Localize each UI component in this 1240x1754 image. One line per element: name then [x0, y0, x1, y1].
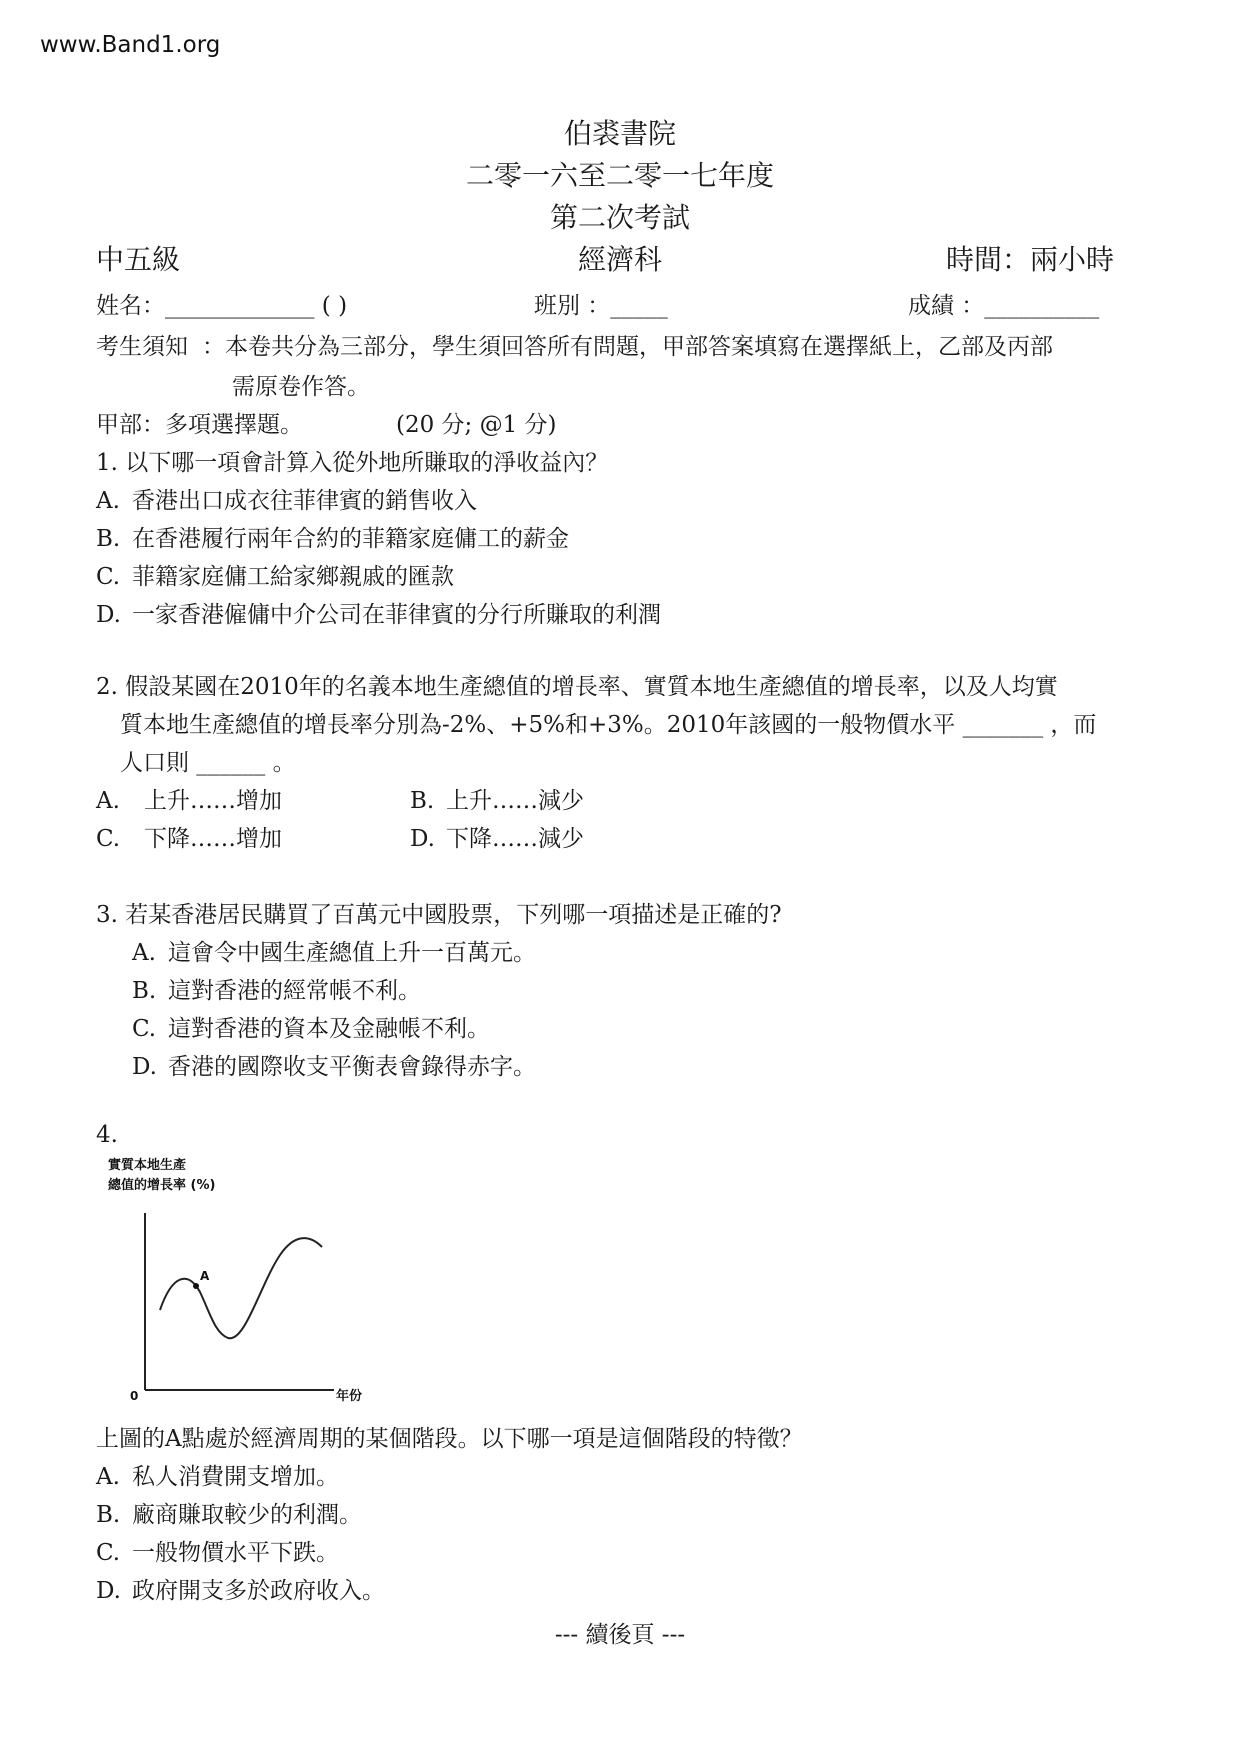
form-level: 中五級: [96, 243, 181, 276]
q4-number: 4.: [96, 1122, 118, 1148]
y-axis-label-line-2: 總值的增長率 (%): [108, 1178, 216, 1193]
option-text: 私人消費開支增加。: [132, 1464, 339, 1490]
score-field-label: 成績 ：__________: [908, 293, 1100, 319]
option-text: 在香港履行兩年合約的菲籍家庭傭工的薪金: [132, 526, 569, 552]
business-cycle-diagram: [100, 1155, 380, 1410]
q3-option-c: [132, 1010, 490, 1043]
school-name: 伯裘書院: [563, 117, 676, 150]
q4-option-a: [96, 1458, 339, 1491]
exam-duration: 時間：兩小時: [946, 243, 1115, 276]
q3-stem: 3. 若某香港居民購買了百萬元中國股票，下列哪一項描述是正確的?: [96, 902, 782, 928]
option-text: 上升……增加: [144, 788, 282, 814]
option-letter: B.: [132, 978, 157, 1004]
option-letter: A.: [96, 788, 120, 814]
option-letter: B.: [410, 788, 435, 814]
q2-option-c: [96, 820, 282, 853]
q2-stem-line-2: 質本地生產總值的增長率分別為-2%、+5%和+3%。2010年該國的一般物價水平 _______ ，而: [120, 712, 1097, 738]
point-a-label: A: [200, 1269, 210, 1283]
academic-year: 二零一六至二零一七年度: [465, 159, 774, 192]
option-letter: C.: [96, 564, 121, 590]
class-field-label: 班別 ：_____: [534, 293, 668, 319]
q2-option-a: [96, 782, 282, 815]
y-axis-label-line-1: 實質本地生產: [108, 1158, 187, 1173]
option-letter: B.: [96, 526, 121, 552]
option-letter: A.: [132, 940, 156, 966]
section-a-marks: (20 分; @1 分): [396, 412, 557, 438]
q2-option-d: [410, 820, 584, 853]
point-a-marker: [193, 1283, 199, 1289]
option-text: 這對香港的資本及金融帳不利。: [168, 1016, 490, 1042]
option-letter: D.: [96, 1578, 121, 1604]
instructions-line-1: ：本卷共分為三部分，學生須回答所有問題，甲部答案填寫在選擇紙上，乙部及丙部: [202, 334, 1053, 360]
option-text: 香港的國際收支平衡表會錄得赤字。: [168, 1054, 536, 1080]
option-letter: C.: [132, 1016, 157, 1042]
q2-stem-line-1: 2. 假設某國在2010年的名義本地生產總值的增長率、實質本地生產總值的增長率，以及人均實: [96, 674, 1058, 700]
instructions-line-2: 需原卷作答。: [232, 374, 370, 400]
subject: 經濟科: [578, 243, 663, 276]
option-text: 下降……減少: [446, 826, 584, 852]
instructions-label: 考生須知: [96, 334, 188, 360]
q3-option-b: [132, 972, 421, 1005]
name-field-label: 姓名：_____________ ( ): [96, 293, 348, 319]
option-letter: C.: [96, 826, 121, 852]
option-letter: A.: [96, 488, 120, 514]
q3-option-d: [132, 1048, 536, 1081]
q1-option-c: [96, 558, 454, 591]
q3-option-a: [132, 934, 536, 967]
option-text: 這會令中國生產總值上升一百萬元。: [168, 940, 536, 966]
option-text: 香港出口成衣往菲律賓的銷售收入: [132, 488, 477, 514]
option-text: 上升……減少: [446, 788, 584, 814]
continue-next-page: --- 續後頁 ---: [554, 1622, 686, 1648]
site-url: www.Band1.org: [40, 32, 221, 58]
q1-option-b: [96, 520, 569, 553]
q1-stem: 1. 以下哪一項會計算入從外地所賺取的淨收益內？: [96, 450, 609, 476]
x-axis-label: 年份: [336, 1389, 363, 1404]
q4-option-b: [96, 1496, 362, 1529]
option-text: 下降……增加: [144, 826, 282, 852]
q1-option-d: [96, 596, 661, 629]
q2-option-b: [410, 782, 584, 815]
option-text: 政府開支多於政府收入。: [132, 1578, 385, 1604]
q2-stem-line-3: 人口則 ______ 。: [120, 750, 296, 776]
option-text: 這對香港的經常帳不利。: [168, 978, 421, 1004]
option-letter: A.: [96, 1464, 120, 1490]
option-letter: C.: [96, 1540, 121, 1566]
option-text: 一家香港僱傭中介公司在菲律賓的分行所賺取的利潤: [132, 602, 661, 628]
option-text: 廠商賺取較少的利潤。: [132, 1502, 362, 1528]
cycle-curve: [160, 1238, 322, 1338]
q4-option-d: [96, 1572, 385, 1605]
option-letter: D.: [96, 602, 121, 628]
option-letter: D.: [132, 1054, 157, 1080]
section-a-title: 甲部：多項選擇題。: [96, 412, 303, 438]
option-letter: D.: [410, 826, 435, 852]
option-letter: B.: [96, 1502, 121, 1528]
option-text: 菲籍家庭傭工給家鄉親戚的匯款: [132, 564, 454, 590]
q4-option-c: [96, 1534, 339, 1567]
q1-option-a: [96, 482, 477, 515]
origin-label: 0: [130, 1389, 139, 1403]
option-text: 一般物價水平下跌。: [132, 1540, 339, 1566]
q4-stem: 上圖的A點處於經濟周期的某個階段。以下哪一項是這個階段的特徵？: [96, 1426, 803, 1452]
exam-title: 第二次考試: [549, 201, 690, 234]
